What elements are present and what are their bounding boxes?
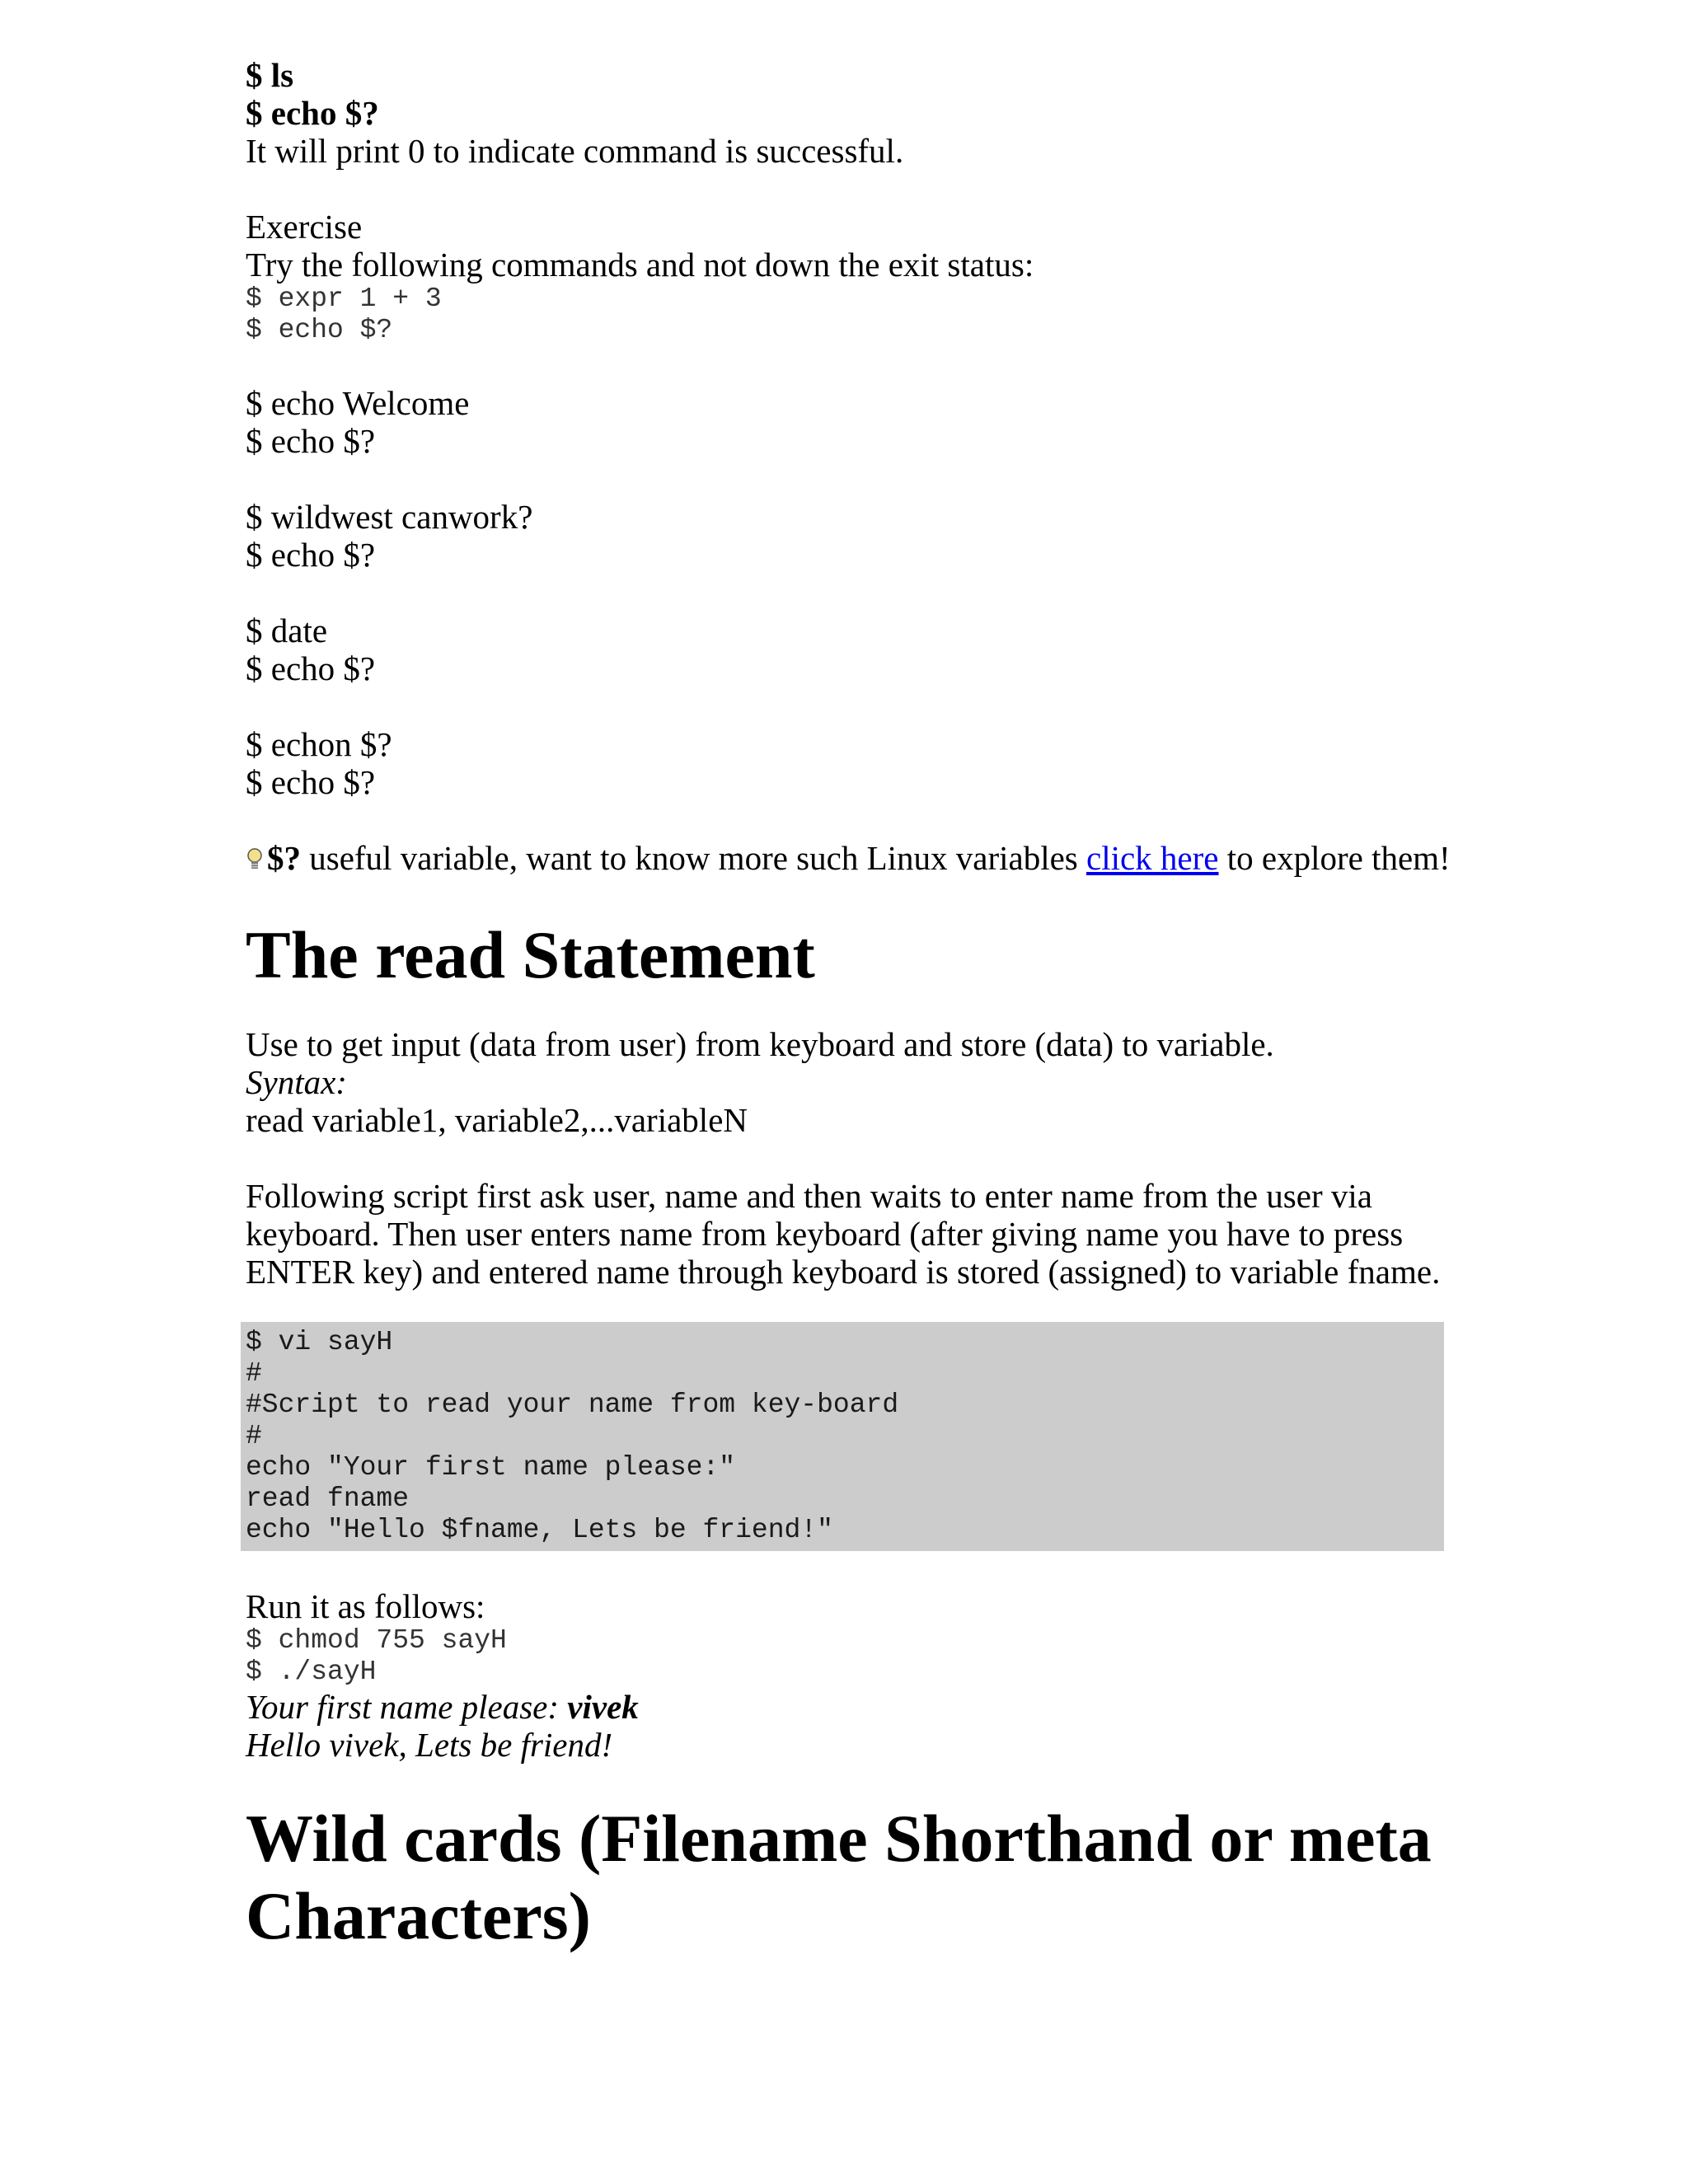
wild-heading-line2: Characters) bbox=[246, 1878, 591, 1953]
output-hello: Hello vivek, Lets be friend! bbox=[246, 1726, 613, 1764]
spacer bbox=[246, 994, 1449, 1025]
exercise-command: $ date bbox=[246, 612, 328, 649]
click-here-link[interactable]: click here bbox=[1086, 839, 1219, 877]
page-content bbox=[246, 56, 1449, 1955]
code-line: read fname bbox=[246, 1483, 410, 1514]
exercise-command: $ echo $? bbox=[246, 536, 376, 574]
exercise-command: $ echo $? bbox=[246, 763, 376, 801]
tip-line bbox=[246, 839, 1449, 877]
read-statement-heading: The read Statement bbox=[246, 917, 815, 992]
spacer bbox=[246, 1291, 1449, 1322]
output-name: vivek bbox=[567, 1688, 639, 1726]
read-description: Following script first ask user, name and then waits to enter name from the user via keyboard. Then user enters name from keyboard (after giving name you have to press ENTER key) and entered name through keyboard is stored (assigned) to variable fname. bbox=[246, 1177, 1441, 1291]
code-line: $ vi sayH bbox=[246, 1327, 393, 1357]
exercise-command: $ echo $? bbox=[246, 422, 376, 460]
read-intro: Use to get input (data from user) from keyboard and store (data) to variable. bbox=[246, 1025, 1274, 1063]
exercise-command: $ wildwest canwork? bbox=[246, 498, 533, 536]
spacer bbox=[246, 170, 1449, 208]
wild-heading-line1: Wild cards (Filename Shorthand or meta bbox=[246, 1801, 1432, 1876]
output-prompt-line bbox=[246, 1688, 1449, 1726]
spacer bbox=[246, 877, 1449, 916]
code-line: #Script to read your name from key-board bbox=[246, 1390, 899, 1420]
spacer bbox=[246, 801, 1449, 839]
exercise-mono-line: $ echo $? bbox=[246, 315, 393, 345]
success-note: It will print 0 to indicate command is successful. bbox=[246, 132, 904, 170]
exercise-title: Exercise bbox=[246, 208, 363, 246]
tip-text-after: to explore them! bbox=[1218, 839, 1451, 877]
tip-text-before: useful variable, want to know more such Linux variables bbox=[301, 839, 1086, 877]
code-line: echo "Hello $fname, Lets be friend!" bbox=[246, 1515, 833, 1545]
exercise-mono-line: $ expr 1 + 3 bbox=[246, 284, 442, 314]
code-block bbox=[241, 1322, 1444, 1551]
exercise-command: $ echo Welcome bbox=[246, 384, 470, 422]
cmd-echo-status: $ echo $? bbox=[246, 94, 379, 132]
run-command: $ ./sayH bbox=[246, 1657, 377, 1687]
tip-variable: $? bbox=[267, 839, 301, 877]
exercise-instruction: Try the following commands and not down the exit status: bbox=[246, 246, 1034, 284]
output-prompt: Your first name please: bbox=[246, 1688, 568, 1726]
code-line: # bbox=[246, 1421, 262, 1451]
exercise-command: $ echo $? bbox=[246, 649, 376, 687]
run-label: Run it as follows: bbox=[246, 1587, 485, 1625]
syntax-label: Syntax: bbox=[246, 1063, 347, 1101]
syntax-text: read variable1, variable2,...variableN bbox=[246, 1101, 748, 1139]
spacer bbox=[246, 1139, 1449, 1177]
cmd-ls: $ ls bbox=[246, 56, 294, 94]
spacer bbox=[246, 346, 1449, 384]
exercise-command: $ echon $? bbox=[246, 725, 392, 763]
spacer bbox=[246, 1764, 1449, 1800]
spacer bbox=[246, 460, 1449, 498]
spacer bbox=[246, 687, 1449, 725]
code-line: # bbox=[246, 1358, 262, 1389]
run-command: $ chmod 755 sayH bbox=[246, 1625, 507, 1656]
wild-cards-heading bbox=[246, 1800, 1449, 1955]
code-line: echo "Your first name please:" bbox=[246, 1452, 736, 1483]
spacer bbox=[246, 1551, 1449, 1587]
bulb-icon bbox=[246, 847, 264, 872]
spacer bbox=[246, 574, 1449, 612]
